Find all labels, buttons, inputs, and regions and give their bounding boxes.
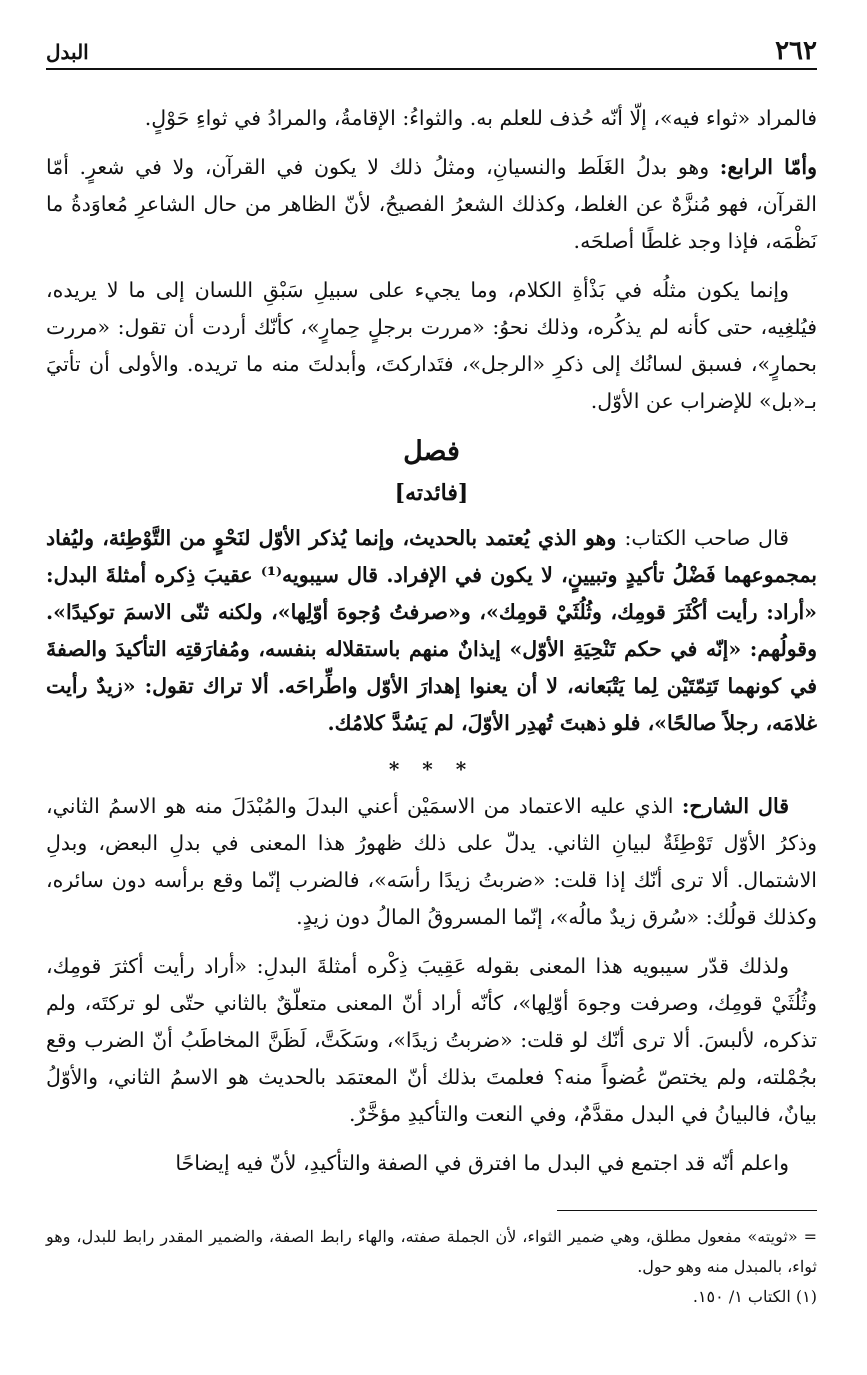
section-subheading: [فائدته] <box>394 480 469 506</box>
section-separator: * * * <box>388 757 475 781</box>
chapter-title: البدل <box>46 40 89 64</box>
main-text <box>46 100 817 1182</box>
sharh-paragraph-2: ولذلك قدّر سيبويه هذا المعنى بقوله عَقِيبَ ذِكْره أمثلةَ البدلِ: «أراد رأيت أكثرَ قومِك، وثُلُثَيْ قومِك، وصرفت وجوهَ أوّلِها»، كأنّه أراد أنّ المعنى متعلّقٌ بالثاني حتّى لو تركتَه، ولم تذكره، لألبسَ. ألا ترى أنّك لو قلت: «ضربتُ زيدًا»، وسَكَتَّ، لَظَنَّ المخاطَبُ أنّ الضرب وقع بجُمْلته، ولم يختصّ عُضواً منه؟ فعلمتَ بذلك أنّ المعتمَد بالحديث هو الاسمُ الثاني، والأوّلُ بيانٌ، فالبيانُ في البدل مقدَّمٌ، وفي النعت والتأكيدِ مؤخَّرٌ. <box>46 954 817 1126</box>
footnotes <box>46 1222 817 1312</box>
sharh-paragraph-3: واعلم أنّه قد اجتمع في البدل ما افترق في الصفة والتأكيدِ، لأنّ فيه إيضاحًا <box>175 1151 789 1175</box>
matn-lead: قال صاحب الكتاب: <box>624 526 789 550</box>
paragraph-2-text: وهو بدلُ الغَلَط والنسيانِ، ومثلُ ذلك لا يكون في القرآن، ولا في شعرٍ. أمّا القرآن، فهو مُنزَّهٌ عن الغلط، وكذلك الشعرُ الفصيحُ، لأنّ الظاهر من حال الشاعرِ مُعاوَدةُ ما نَظْمَه، فإذا وجد غلطًا أصلحَه. <box>46 155 817 253</box>
paragraph-2 <box>46 149 817 260</box>
matn-text: وهو الذي يُعتمد بالحديث، وإنما يُذكر الأوّل لنَحْوٍ من التَّوْطِئة، وليُفاد بمجموعهما فَضْلُ تأكيدٍ وتبيينٍ، لا يكون في الإفراد. قال سيبويه⁽¹⁾ عقيبَ ذِكره أمثلةَ البدل: «أراد: رأيت أكْثَرَ قومِك، وثُلُثَيْ قومِك»، و«صرفتُ وُجوهَ أوّلِها»، ولكنه ثنّى الاسمَ توكيدًا». وقولُهم: «إنّه في حكم تَنْحِيَةِ الأوّل» إيذانٌ منهم باستقلاله بنفسه، ومُفارَقتِه التأكيدَ والصفةَ في كونهما تَتِمّتَيْن لِما يَتْبَعانه، لا أن يعنوا إهدارَ الأوّل واطِّراحَه. ألا تراك تقول: «زيدٌ رأيت غلامَه، رجلاً صالحًا»، فلو ذهبتَ تُهدِر الأوّلَ، لم يَسُدَّ كلامُك. <box>46 526 817 735</box>
footnote-1: (١) الكتاب ١/ ١٥٠. <box>692 1287 817 1306</box>
sharh-lead: قال الشارح: <box>681 794 789 818</box>
paragraph-3: وإنما يكون مثلُه في بَذْأةِ الكلام، وما يجيء على سبيلِ سَبْقِ اللسان إلى ما لا يريده، فيُلغِيه، حتى كأنه لم يذكُره، وذلك نحوُ: «مررت برجلٍ حِمارٍ»، كأنّك أردت أن تقول: «مررت بحمارٍ»، فسبق لسانُك إلى ذكرِ «الرجل»، فتَداركتَ، وأبدلتَ منه ما تريده. والأولى أن تأتيَ بـ«بل» للإضراب عن الأوّل. <box>46 278 817 413</box>
page-number: ٢٦٢ <box>775 36 817 66</box>
running-head <box>46 28 817 70</box>
matn-block <box>46 520 817 742</box>
paragraph-1: فالمراد «ثواء فيه»، إلّا أنّه حُذف للعلم به. والثواءُ: الإقامةُ، والمرادُ في ثواءِ حَوْلٍ. <box>144 106 817 130</box>
footnote-divider <box>557 1210 817 1211</box>
sharh-paragraph-1 <box>46 788 817 936</box>
sharh-paragraph-1-text: الذي عليه الاعتماد من الاسمَيْن أعني البدلَ والمُبْدَلَ منه هو الاسمُ الثاني، وذكرُ الأوّل تَوْطِئَةٌ لبيانِ الثاني. يدلّ على ذلك ظهورُ هذا المعنى في بدلِ البعض، وبدلِ الاشتمال. ألا ترى أنّك إذا قلت: «ضربتُ زيدًا رأسَه»، فالضرب إنّما وقع برأسه دون سائره، وكذلك قولُك: «سُرق زيدٌ مالُه»، إنّما المسروقُ المالُ دون زيدٍ. <box>46 794 817 929</box>
section-heading: فصل <box>403 436 460 467</box>
matn-paragraph <box>46 520 817 742</box>
footnote-continued: = «ثويته» مفعول مطلق، وهي ضمير الثواء، لأن الجملة صفته، والهاء رابط الصفة، والضمير المقدر رابط للبدل، وهو ثواء، بالمبدل منه وهو حول. <box>46 1227 817 1276</box>
paragraph-2-lead: وأمّا الرابع: <box>719 155 817 179</box>
